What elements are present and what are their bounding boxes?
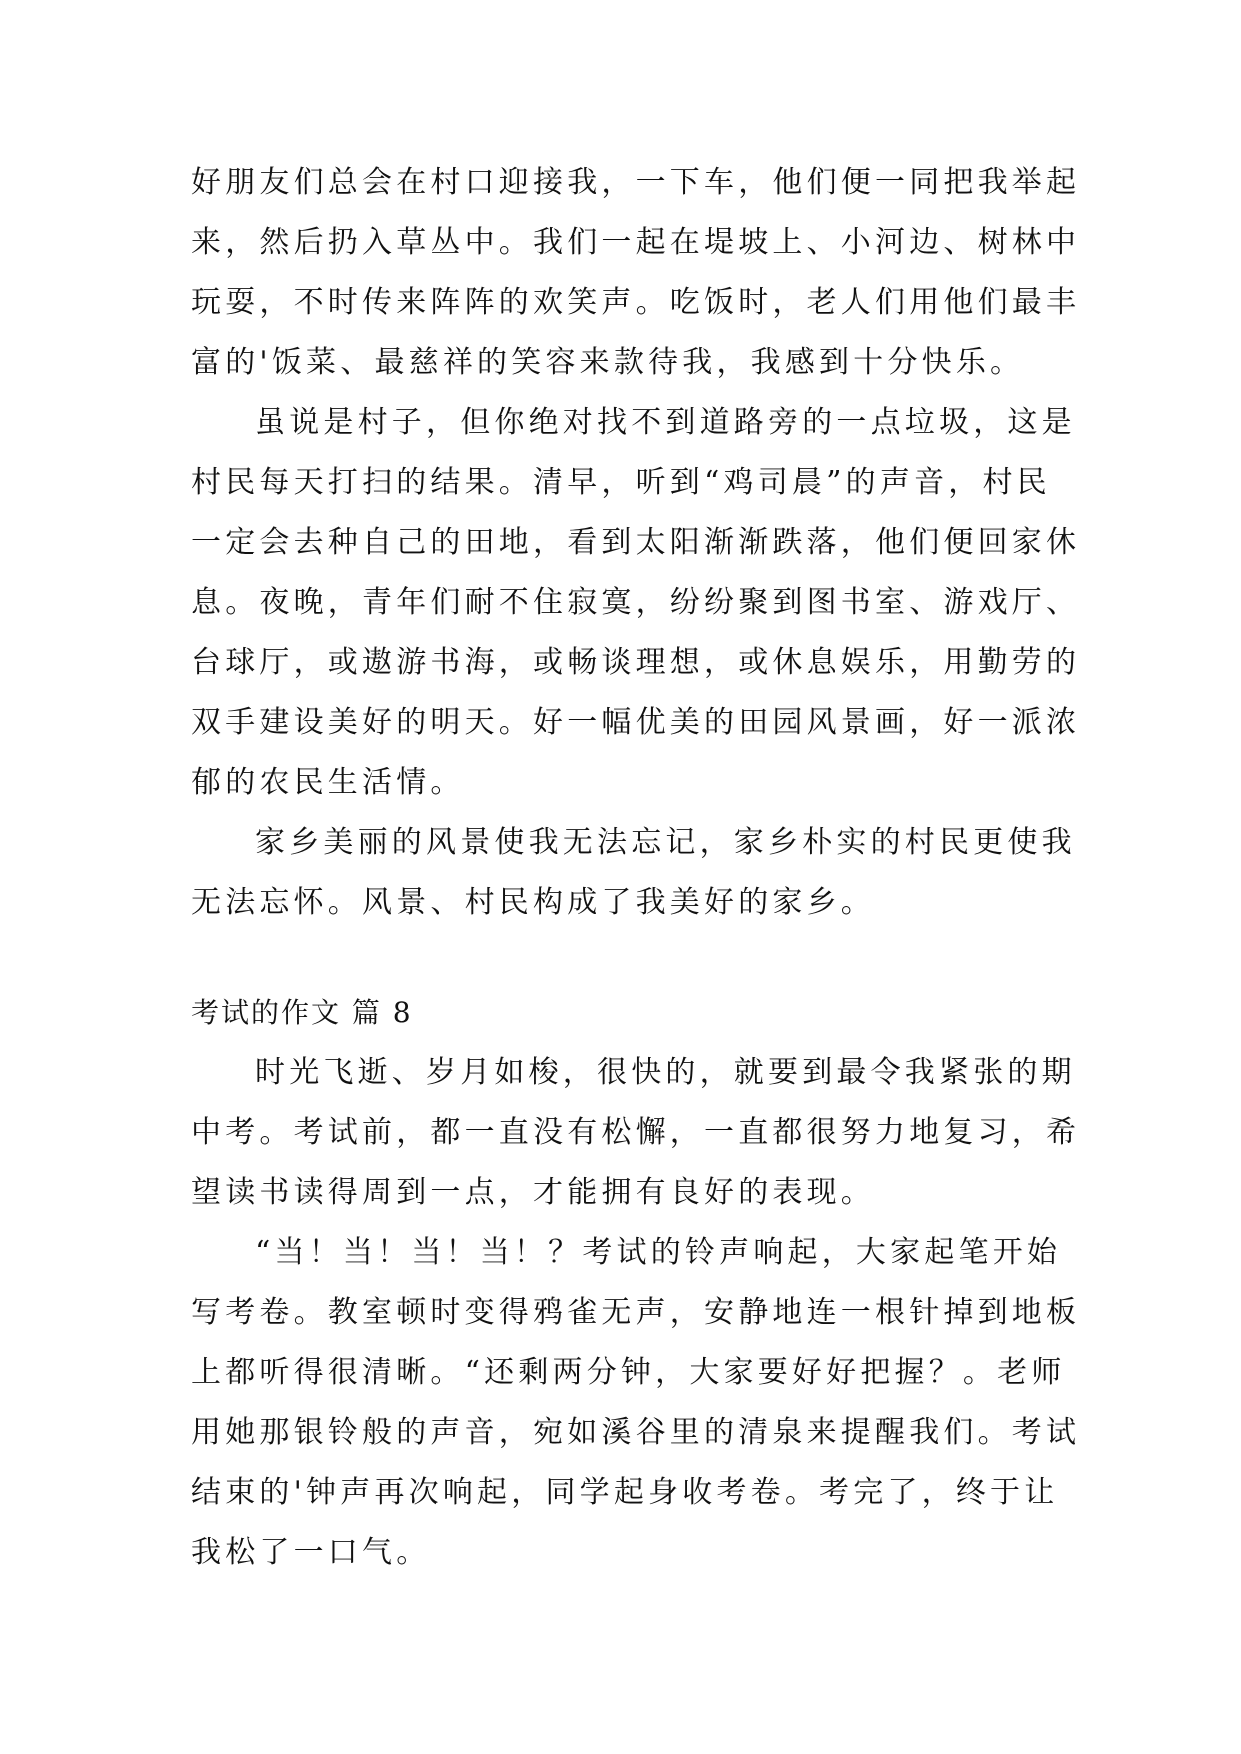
paragraph-line: 结束的'钟声再次响起，同学起身收考卷。考完了，终于让 [191, 1475, 1059, 1510]
paragraph-line: 望读书读得周到一点，才能拥有良好的表现。 [191, 1175, 875, 1210]
paragraph-line: 一定会去种自己的田地，看到太阳渐渐跌落，他们便回家休 [191, 525, 1081, 560]
paragraph-line: 好朋友们总会在村口迎接我，一下车，他们便一同把我举起 [191, 165, 1081, 200]
paragraph-line: 无法忘怀。风景、村民构成了我美好的家乡。 [191, 885, 875, 920]
paragraph-line: 来，然后扔入草丛中。我们一起在堤坡上、小河边、树林中 [191, 225, 1081, 260]
paragraph-line: 玩耍，不时传来阵阵的欢笑声。吃饭时，老人们用他们最丰 [191, 285, 1081, 320]
paragraph-line: 台球厅，或遨游书海，或畅谈理想，或休息娱乐，用勤劳的 [191, 645, 1081, 680]
paragraph-line: 用她那银铃般的声音，宛如溪谷里的清泉来提醒我们。考试 [191, 1415, 1081, 1450]
paragraph-line: “当！当！当！当！？考试的铃声响起，大家起笔开始 [255, 1235, 1062, 1270]
paragraph-line: 写考卷。教室顿时变得鸦雀无声，安静地连一根针掉到地板 [191, 1295, 1081, 1330]
paragraph-line: 村民每天打扫的结果。清早，听到“鸡司晨”的声音，村民 [191, 465, 1051, 500]
paragraph-line: 郁的农民生活情。 [191, 765, 465, 800]
paragraph-line: 中考。考试前，都一直没有松懈，一直都很努力地复习，希 [191, 1115, 1081, 1150]
paragraph-line: 上都听得很清晰。“还剩两分钟，大家要好好把握？。老师 [191, 1355, 1066, 1390]
paragraph-line: 富的'饭菜、最慈祥的笑容来款待我，我感到十分快乐。 [191, 345, 1025, 380]
paragraph-line: 我松了一口气。 [191, 1535, 431, 1570]
paragraph-line: 家乡美丽的风景使我无法忘记，家乡朴实的村民更使我 [255, 825, 1076, 860]
section-heading: 考试的作文 篇 8 [191, 996, 413, 1029]
paragraph-line: 息。夜晚，青年们耐不住寂寞，纷纷聚到图书室、游戏厅、 [191, 585, 1081, 620]
paragraph-line: 时光飞逝、岁月如梭，很快的，就要到最令我紧张的期 [255, 1055, 1076, 1090]
paragraph-line: 双手建设美好的明天。好一幅优美的田园风景画，好一派浓 [191, 705, 1081, 740]
paragraph-line: 虽说是村子，但你绝对找不到道路旁的一点垃圾，这是 [255, 405, 1076, 440]
